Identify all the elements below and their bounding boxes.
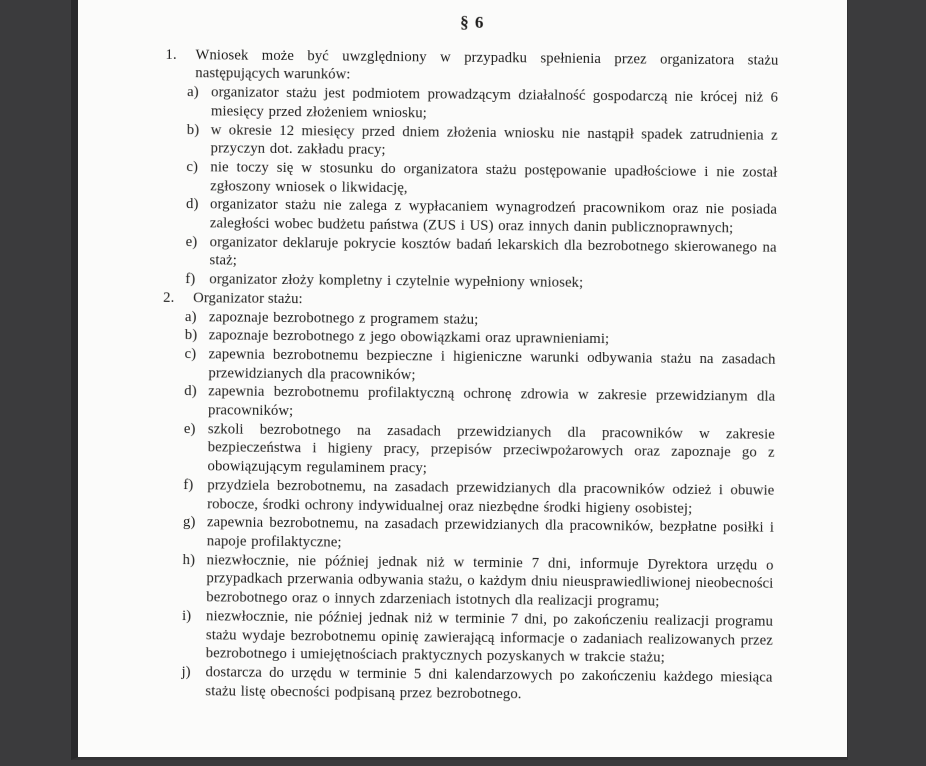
subitem-label: b) <box>184 327 198 344</box>
subitem <box>184 382 775 425</box>
section-heading: § 6 <box>460 12 485 32</box>
clause-number: 1. <box>165 46 177 63</box>
clause-list <box>159 46 778 706</box>
subitem-label: d) <box>184 383 197 400</box>
subitem <box>183 476 774 519</box>
subitem-label: f) <box>185 271 196 288</box>
subitem-text: nie toczy się w stosunku do organizatora stażu postępowanie upadłościowe i nie został zgłoszony wniosek o likwidację, <box>210 159 778 196</box>
subitem-text: szkoli bezrobotnego na zasadach przewidzianych dla pracowników w zakresie bezpieczeństwa i higieny pracy, przepisów przeciwpożarowych oraz zapoznaje go z obowiązującym regulaminem pracy; <box>207 421 775 477</box>
subitem-text: zapewnia bezrobotnemu bezpieczne i higieniczne warunki odbywania stażu na zasadach przewidzianych dla pracowników; <box>208 346 776 383</box>
subitem-label: h) <box>182 551 196 568</box>
subitem-list <box>185 83 778 294</box>
subitem <box>182 607 774 669</box>
subitem-text: zapewnia bezrobotnemu, na zasadach przewidzianych dla pracowników, bezpłatne posiłki i napoje profilaktyczne; <box>206 514 775 551</box>
subitem-list <box>181 308 776 706</box>
subitem-label: d) <box>185 196 199 213</box>
subitem <box>182 551 774 613</box>
clause <box>159 289 776 706</box>
subitem-label: e) <box>185 233 198 250</box>
subitem-label: a) <box>187 84 199 101</box>
clause <box>163 46 778 295</box>
clause-text: Organizator stażu: <box>193 289 303 308</box>
subitem <box>185 233 776 276</box>
subitem <box>187 83 778 126</box>
subitem-text: niezwłocznie, nie później jednak niż w terminie 7 dni, informuje Dyrektora urzędu o przypadkach przerwania odbywania stażu, o każdym dniu nieusprawiedliwionej nieobecności bezrobotnego oraz o innych zdarzeniach istotnych dla realizacji programu; <box>206 551 774 610</box>
subitem <box>183 420 775 482</box>
subitem-text: przydziela bezrobotnemu, na zasadach przewidzianych dla pracowników odzież i obuwie robocze, środki ochrony indywidualnej oraz niezbędne środki higieny osobistej; <box>207 477 775 517</box>
subitem <box>183 513 774 556</box>
subitem <box>181 663 772 706</box>
document-content <box>71 0 847 707</box>
subitem-text: organizator złoży kompletny i czytelnie wypełniony wniosek; <box>209 271 584 292</box>
subitem-label: f) <box>183 476 194 494</box>
subitem-text: w okresie 12 miesięcy przed dniem złożenia wniosku nie nastąpił spadek zatrudnienia z przyczyn dot. zakładu pracy; <box>210 121 778 159</box>
subitem-text: organizator stażu nie zalega z wypłacaniem wynagrodzeń pracownikom oraz nie posiada zaległości wobec budżetu państwa (ZUS i US) oraz innych danin publicznoprawnych; <box>209 196 778 237</box>
subitem <box>186 195 777 238</box>
subitem <box>184 345 775 388</box>
document-page <box>71 0 848 760</box>
subitem-text: dostarcza do urzędu w terminie 5 dni kalendarzowych po zakończeniu każdego miesiąca stażu listę obecności podpisaną przez bezrobotnego. <box>205 664 773 702</box>
clause-body <box>181 289 776 706</box>
subitem-label: c) <box>186 158 199 176</box>
subitem-text: zapoznaje bezrobotnego z programem stażu; <box>208 308 479 328</box>
clause-body <box>185 46 779 295</box>
subitem-label: b) <box>186 121 200 138</box>
subitem-text: zapoznaje bezrobotnego z jego obowiązkami oraz uprawnieniami; <box>208 327 610 348</box>
subitem-label: e) <box>183 420 196 437</box>
subitem-label: j) <box>181 663 191 681</box>
subitem-label: g) <box>182 514 196 531</box>
subitem-text: organizator deklaruje pokrycie kosztów badań lekarskich dla bezrobotnego skierowanego na staż; <box>209 234 777 269</box>
subitem-label: c) <box>184 345 197 363</box>
subitem-label: a) <box>184 308 197 325</box>
subitem-text: niezwłocznie, nie później jednak niż w terminie 7 dni, po zakończeniu realizacji programu stażu wydaje bezrobotnemu opinię zawierającą informacje o zadaniach realizowanych przez bezrobotnego i umiejętnościach praktycznych pozyskanych w trakcie stażu; <box>205 608 774 666</box>
subitem-text: zapewnia bezrobotnemu profilaktyczną ochronę zdrowia w zakresie przewidzianym dla pracowników; <box>207 383 776 420</box>
subitem <box>186 158 777 201</box>
subitem-text: organizator stażu jest podmiotem prowadzącym działalność gospodarczą nie krócej niż 6 miesięcy przed złożeniem wniosku; <box>210 84 779 122</box>
clause-number: 2. <box>163 289 175 306</box>
subitem <box>186 121 777 164</box>
subitem-label: i) <box>182 607 192 624</box>
clause-text: Wniosek może być uwzględniony w przypadku spełnienia przez organizatora stażu następujących warunków: <box>195 46 779 84</box>
